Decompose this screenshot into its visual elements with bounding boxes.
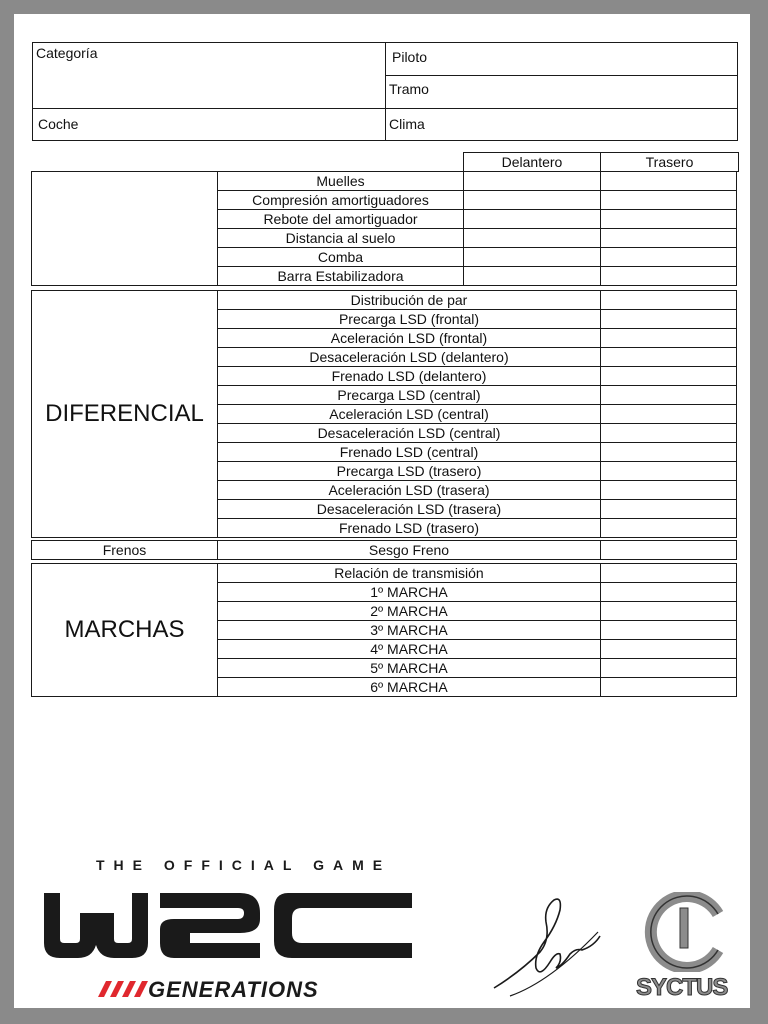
coche-label: Coche xyxy=(38,116,79,132)
value-cell[interactable] xyxy=(464,191,601,210)
clima-field[interactable] xyxy=(385,108,738,141)
value-cell[interactable] xyxy=(601,659,737,678)
value-cell[interactable] xyxy=(601,348,737,367)
marchas-title: MARCHAS xyxy=(32,564,218,697)
frenos-label: Frenos xyxy=(32,541,218,560)
table-row-label: Muelles xyxy=(218,172,464,191)
syctus-logo xyxy=(632,892,742,1002)
value-cell[interactable] xyxy=(601,443,737,462)
tramo-field[interactable] xyxy=(385,75,738,109)
value-cell[interactable] xyxy=(601,583,737,602)
value-cell[interactable] xyxy=(601,210,737,229)
table-row-label: 1º MARCHA xyxy=(218,583,601,602)
table-row-label: Aceleración LSD (frontal) xyxy=(218,329,601,348)
categoria-label: Categoría xyxy=(36,45,98,61)
value-cell[interactable] xyxy=(601,462,737,481)
table-row-label: Relación de transmisión xyxy=(218,564,601,583)
value-cell[interactable] xyxy=(464,229,601,248)
table-row-label: Distribución de par xyxy=(218,291,601,310)
suspension-col-headers xyxy=(463,152,739,172)
sponsor-name: SYCTUS xyxy=(636,974,728,1001)
value-cell[interactable] xyxy=(601,329,737,348)
value-cell[interactable] xyxy=(601,621,737,640)
value-cell[interactable] xyxy=(601,172,737,191)
syctus-ring-icon xyxy=(640,892,730,972)
value-cell[interactable] xyxy=(464,267,601,286)
wrc-logo xyxy=(40,855,420,1005)
tramo-label: Tramo xyxy=(389,81,429,97)
col-header-trasero: Trasero xyxy=(601,153,739,172)
table-row-label: Frenado LSD (delantero) xyxy=(218,367,601,386)
table-row-label: Precarga LSD (frontal) xyxy=(218,310,601,329)
table-row-label: Frenado LSD (trasero) xyxy=(218,519,601,538)
value-cell[interactable] xyxy=(601,310,737,329)
table-row-label: Desaceleración LSD (delantero) xyxy=(218,348,601,367)
table-row-label: Comba xyxy=(218,248,464,267)
table-row-label: Desaceleración LSD (central) xyxy=(218,424,601,443)
table-row-label: 6º MARCHA xyxy=(218,678,601,697)
value-cell[interactable] xyxy=(601,424,737,443)
suspension-table xyxy=(31,171,737,286)
suspension-section-label xyxy=(32,172,218,286)
value-cell[interactable] xyxy=(601,367,737,386)
value-cell[interactable] xyxy=(464,172,601,191)
table-row-label: 3º MARCHA xyxy=(218,621,601,640)
clima-label: Clima xyxy=(389,116,425,132)
table-row-label: Aceleración LSD (trasera) xyxy=(218,481,601,500)
table-row-label: 4º MARCHA xyxy=(218,640,601,659)
piloto-field[interactable] xyxy=(385,42,738,76)
value-cell[interactable] xyxy=(601,191,737,210)
signature-icon xyxy=(490,892,610,1002)
value-cell[interactable] xyxy=(601,541,737,560)
table-row-label: Rebote del amortiguador xyxy=(218,210,464,229)
table-row-label: Desaceleración LSD (trasera) xyxy=(218,500,601,519)
table-row-label: Frenado LSD (central) xyxy=(218,443,601,462)
logo-sub: GENERATIONS xyxy=(148,977,319,1002)
value-cell[interactable] xyxy=(601,564,737,583)
value-cell[interactable] xyxy=(601,500,737,519)
wrc-logo-mark xyxy=(40,883,420,973)
piloto-label: Piloto xyxy=(392,49,428,65)
table-row-label: Aceleración LSD (central) xyxy=(218,405,601,424)
marchas-table xyxy=(31,563,737,697)
frenos-table xyxy=(31,540,737,560)
value-cell[interactable] xyxy=(464,210,601,229)
value-cell[interactable] xyxy=(464,248,601,267)
value-cell[interactable] xyxy=(601,229,737,248)
diferencial-title: DIFERENCIAL xyxy=(32,291,218,538)
categoria-field[interactable] xyxy=(32,42,386,109)
value-cell[interactable] xyxy=(601,640,737,659)
table-row-label: Sesgo Freno xyxy=(218,541,601,560)
col-header-delantero: Delantero xyxy=(464,153,601,172)
diferencial-table xyxy=(31,290,737,538)
value-cell[interactable] xyxy=(601,291,737,310)
table-row-label: Precarga LSD (trasero) xyxy=(218,462,601,481)
value-cell[interactable] xyxy=(601,481,737,500)
table-row-label: Barra Estabilizadora xyxy=(218,267,464,286)
coche-field[interactable] xyxy=(32,108,386,141)
red-stripes-icon xyxy=(96,979,152,999)
value-cell[interactable] xyxy=(601,386,737,405)
table-row-label: 2º MARCHA xyxy=(218,602,601,621)
value-cell[interactable] xyxy=(601,267,737,286)
table-row-label: Distancia al suelo xyxy=(218,229,464,248)
table-row-label: 5º MARCHA xyxy=(218,659,601,678)
table-row-label: Precarga LSD (central) xyxy=(218,386,601,405)
value-cell[interactable] xyxy=(601,602,737,621)
value-cell[interactable] xyxy=(601,678,737,697)
value-cell[interactable] xyxy=(601,405,737,424)
table-row-label: Compresión amortiguadores xyxy=(218,191,464,210)
value-cell[interactable] xyxy=(601,248,737,267)
value-cell[interactable] xyxy=(601,519,737,538)
tagline: THE OFFICIAL GAME xyxy=(96,857,392,873)
